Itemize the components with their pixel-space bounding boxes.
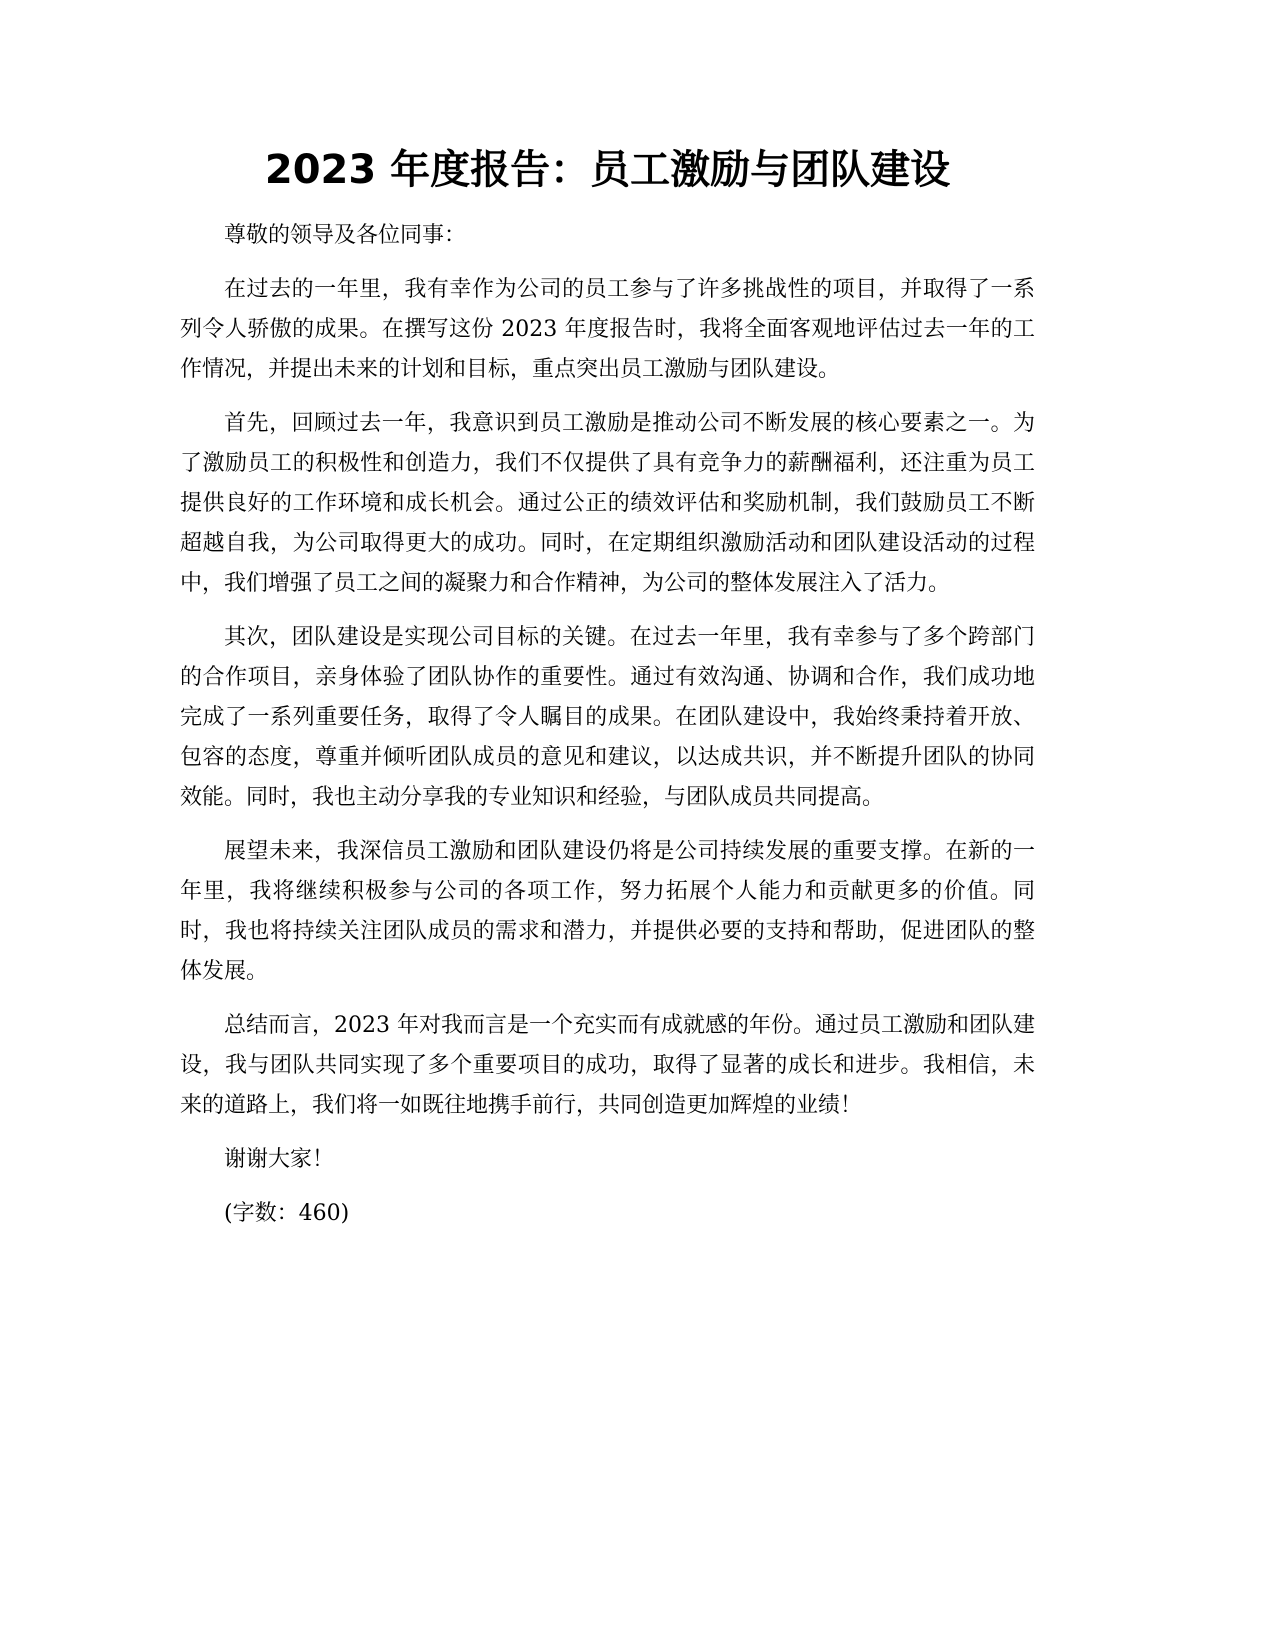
paragraph-summary: 总结而言，2023 年对我而言是一个充实而有成就感的年份。通过员工激励和团队建设，我与团队共同实现了多个重要项目的成功，取得了显著的成长和进步。我相信，未来的道路上，我们将一如既往地携手前行，共同创造更加辉煌的业绩！: [180, 1013, 1035, 1118]
paragraph-intro: 在过去的一年里，我有幸作为公司的员工参与了许多挑战性的项目，并取得了一系列令人骄傲的成果。在撰写这份 2023 年度报告时，我将全面客观地评估过去一年的工作情况，并提出未来的计划和目标，重点突出员工激励与团队建设。: [180, 277, 1035, 382]
paragraph-employee-motivation: 首先，回顾过去一年，我意识到员工激励是推动公司不断发展的核心要素之一。为了激励员工的积极性和创造力，我们不仅提供了具有竞争力的薪酬福利，还注重为员工提供良好的工作环境和成长机会。通过公正的绩效评估和奖励机制，我们鼓励员工不断超越自我，为公司取得更大的成功。同时，在定期组织激励活动和团队建设活动的过程中，我们增强了员工之间的凝聚力和合作精神，为公司的整体发展注入了活力。: [180, 411, 1035, 596]
salutation: 尊敬的领导及各位同事：: [224, 223, 467, 248]
document-title: 2023 年度报告：员工激励与团队建设: [264, 147, 951, 193]
closing: 谢谢大家！: [224, 1147, 335, 1172]
paragraph-outlook: 展望未来，我深信员工激励和团队建设仍将是公司持续发展的重要支撑。在新的一年里，我将继续积极参与公司的各项工作，努力拓展个人能力和贡献更多的价值。同时，我也将持续关注团队成员的需求和潜力，并提供必要的支持和帮助，促进团队的整体发展。: [180, 839, 1035, 984]
paragraph-team-building: 其次，团队建设是实现公司目标的关键。在过去一年里，我有幸参与了多个跨部门的合作项目，亲身体验了团队协作的重要性。通过有效沟通、协调和合作，我们成功地完成了一系列重要任务，取得了令人瞩目的成果。在团队建设中，我始终秉持着开放、包容的态度，尊重并倾听团队成员的意见和建议，以达成共识，并不断提升团队的协同效能。同时，我也主动分享我的专业知识和经验，与团队成员共同提高。: [180, 625, 1035, 810]
word-count: (字数：460): [224, 1201, 350, 1226]
document-page: [180, 140, 1035, 1248]
